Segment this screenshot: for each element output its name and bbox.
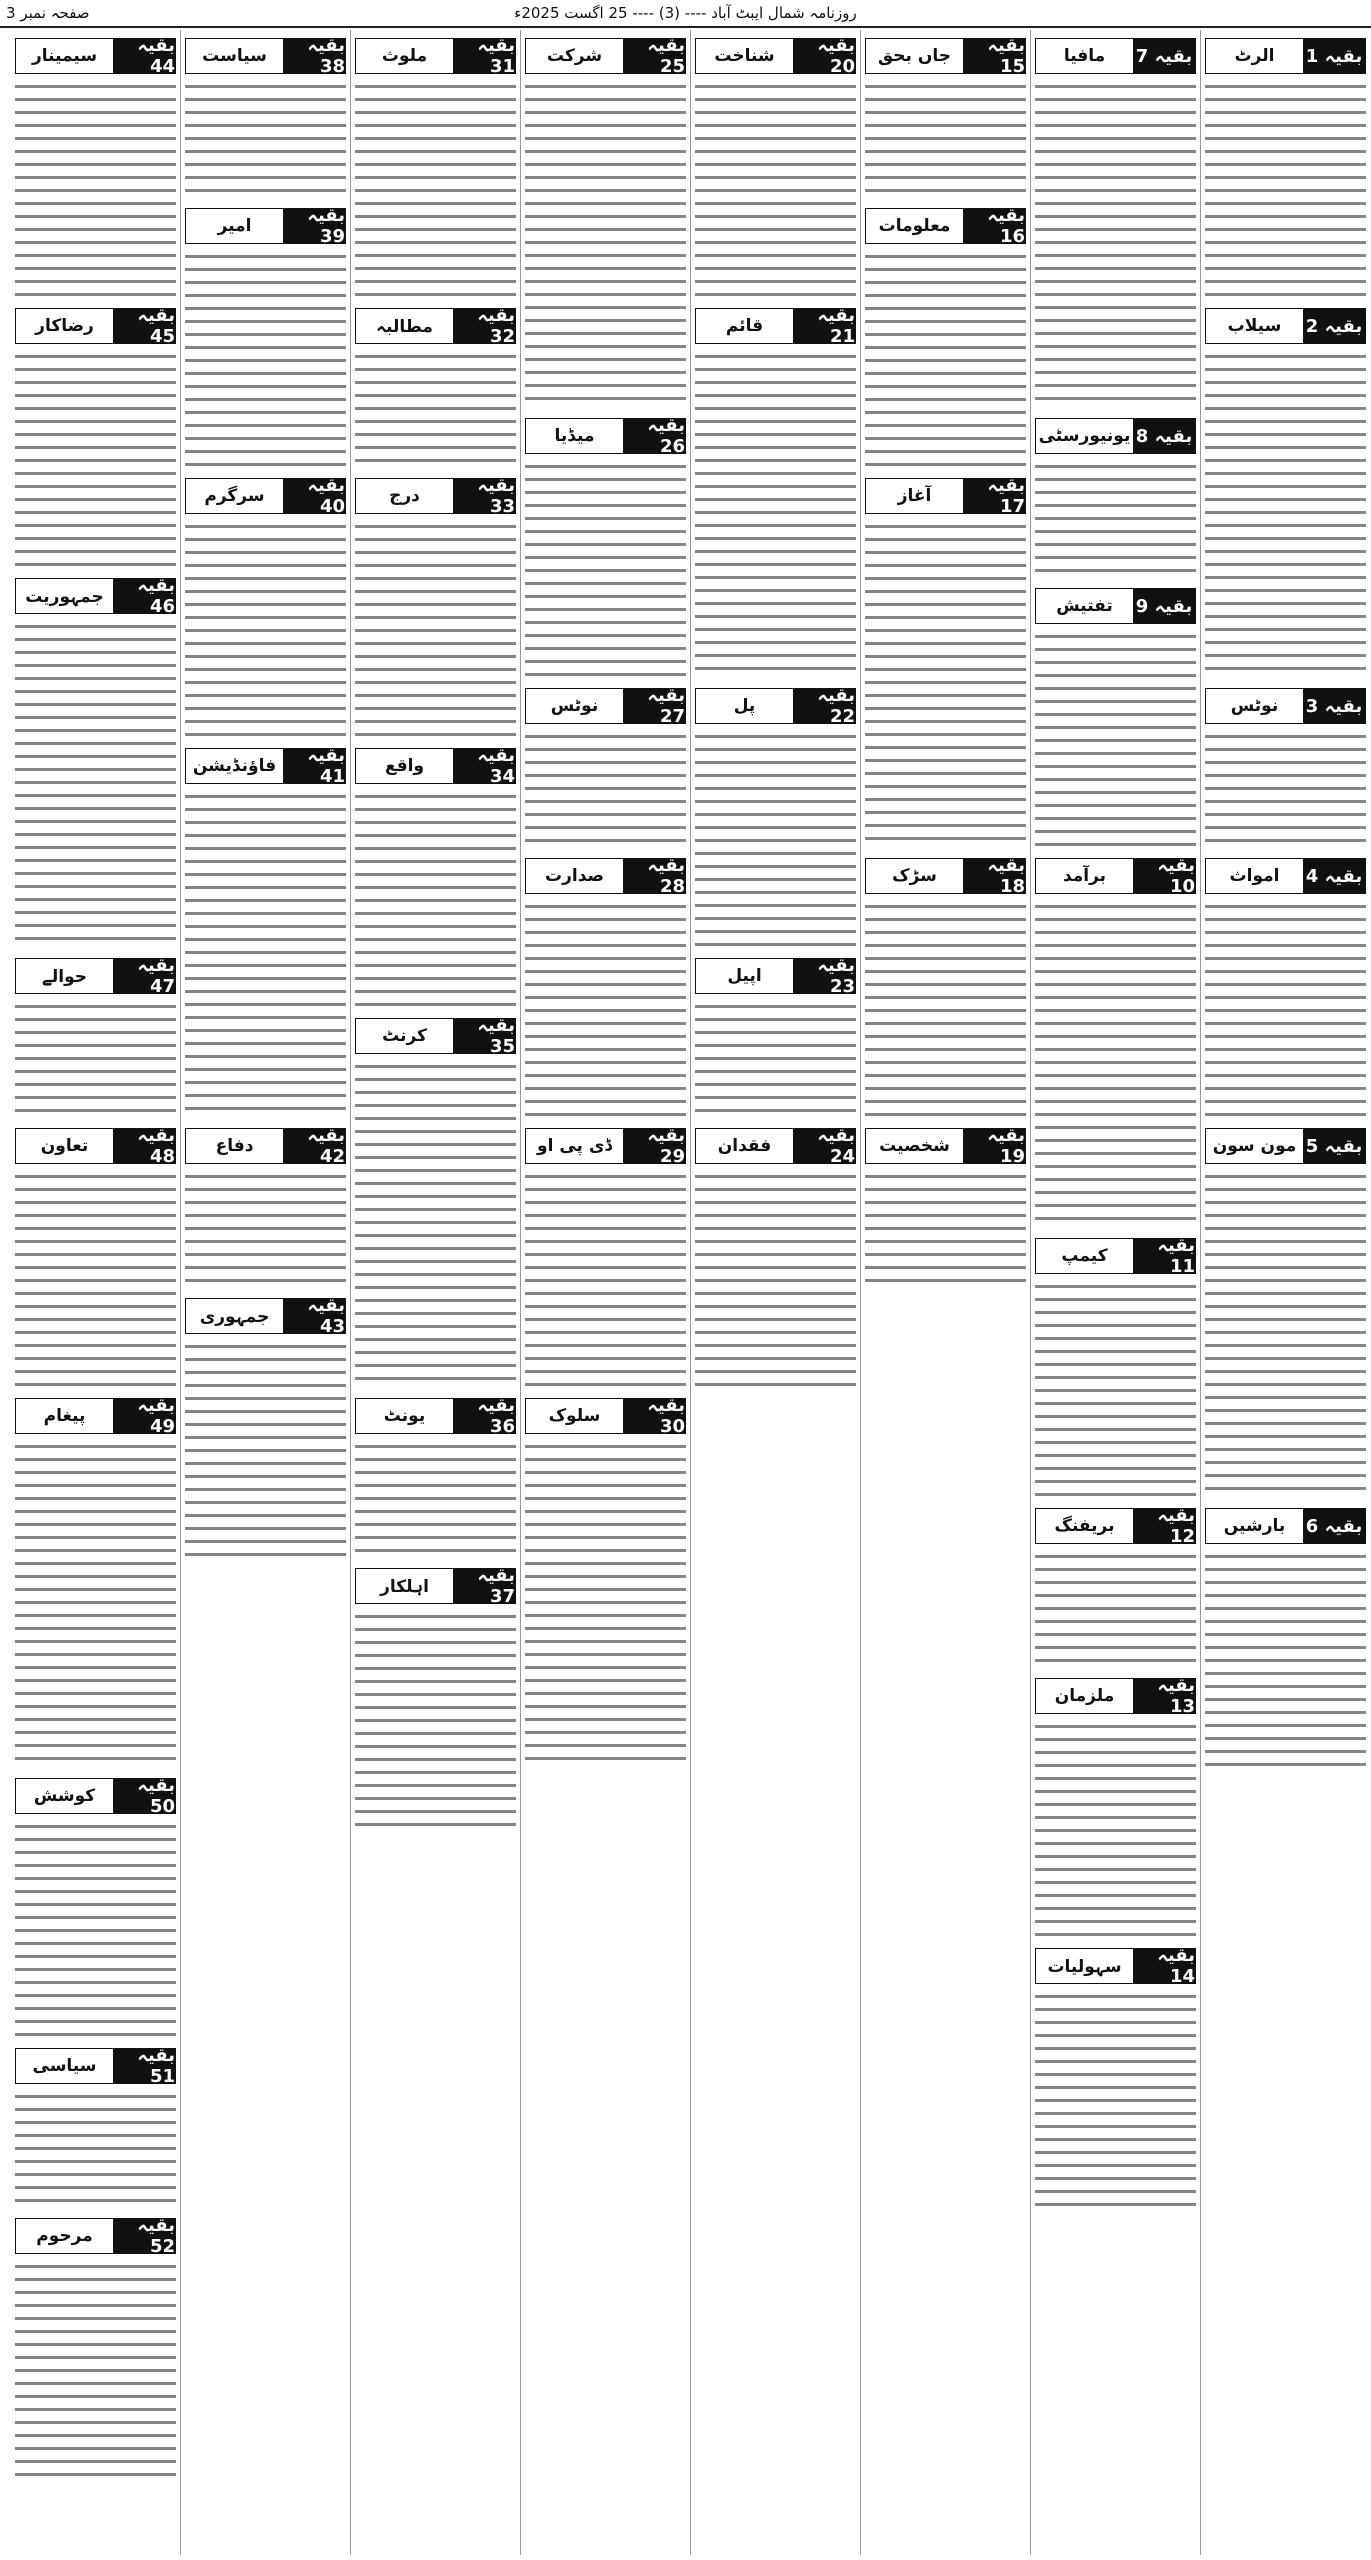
continuation-heading (1035, 855, 1196, 897)
continuation-heading (15, 35, 176, 77)
continuation-title: تعاون (16, 1129, 113, 1163)
continuation-title: مطالبہ (356, 309, 453, 343)
continuation-heading (1035, 418, 1196, 454)
article-text-block (15, 1440, 176, 1770)
article-text-block (525, 900, 686, 1120)
continuation-title: بریفنگ (1036, 1509, 1133, 1543)
article-text-block (695, 350, 856, 680)
column-5 (525, 30, 686, 2555)
article-text-block (1035, 1280, 1196, 1500)
continuation-heading (15, 955, 176, 997)
continuation-title: فقدان (696, 1129, 793, 1163)
continuation-heading (355, 1015, 516, 1057)
article-text-block (525, 80, 686, 410)
continuation-title: واقع (356, 749, 453, 783)
continuation-title: شخصیت (866, 1129, 963, 1163)
continuation-number: بقیہ 24 (793, 1129, 855, 1163)
continuation-heading (525, 685, 686, 727)
continuation-title: درج (356, 479, 453, 513)
article-text-block (15, 1000, 176, 1120)
article-text-block (355, 790, 516, 1010)
continuation-title: اپیل (696, 959, 793, 993)
continuation-title: سیاست (186, 39, 283, 73)
article-text-block (15, 2090, 176, 2210)
page-header (0, 0, 1371, 28)
continuation-title: رضاکار (16, 309, 113, 343)
continuation-number: بقیہ 34 (453, 749, 515, 783)
continuation-heading (695, 1125, 856, 1167)
continuation-heading (525, 1395, 686, 1437)
continuation-heading (185, 205, 346, 247)
continuation-number: بقیہ 43 (283, 1299, 345, 1333)
continuation-heading (1035, 1235, 1196, 1277)
masthead: روزنامہ شمال ایبٹ آباد ---- (3) ---- 25 اگست 2025ء (514, 4, 857, 22)
continuation-number: بقیہ 14 (1133, 1949, 1195, 1983)
continuation-number: بقیہ 48 (113, 1129, 175, 1163)
column-4 (695, 30, 856, 2555)
continuation-heading (1205, 858, 1366, 894)
column-divider (180, 30, 181, 2555)
continuation-number: بقیہ 39 (283, 209, 345, 243)
column-3 (865, 30, 1026, 2555)
article-text-block (185, 1170, 346, 1290)
continuation-heading (865, 35, 1026, 77)
article-text-block (15, 80, 176, 300)
article-text-block (1205, 900, 1366, 1120)
continuation-number: بقیہ 47 (113, 959, 175, 993)
continuation-heading (525, 35, 686, 77)
continuation-title: حوالے (16, 959, 113, 993)
article-text-block (1035, 460, 1196, 580)
continuation-number: بقیہ 30 (623, 1399, 685, 1433)
article-text-block (865, 80, 1026, 200)
continuation-heading (1205, 308, 1366, 344)
continuation-number: بقیہ 42 (283, 1129, 345, 1163)
column-divider (690, 30, 691, 2555)
continuation-heading (865, 475, 1026, 517)
article-text-block (185, 520, 346, 740)
continuation-title: فاؤنڈیشن (186, 749, 283, 783)
continuation-number: بقیہ 27 (623, 689, 685, 723)
continuation-title: دفاع (186, 1129, 283, 1163)
continuation-heading (1205, 688, 1366, 724)
continuation-heading (185, 745, 346, 787)
continuation-title: مرحوم (16, 2219, 113, 2253)
continuation-title: پل (696, 689, 793, 723)
article-text-block (525, 1170, 686, 1390)
column-8 (15, 30, 176, 2555)
article-text-block (695, 1000, 856, 1120)
article-text-block (525, 1440, 686, 1770)
article-text-block (695, 80, 856, 300)
article-text-block (355, 1440, 516, 1560)
article-text-block (525, 460, 686, 680)
continuation-number: بقیہ 33 (453, 479, 515, 513)
article-text-block (1205, 80, 1366, 300)
continuation-heading (525, 1125, 686, 1167)
continuation-title: مافیا (1036, 39, 1133, 73)
continuation-title: سہولیات (1036, 1949, 1133, 1983)
continuation-heading (15, 575, 176, 617)
column-6 (355, 30, 516, 2555)
continuation-heading (865, 205, 1026, 247)
article-text-block (1035, 900, 1196, 1230)
continuation-title: امیر (186, 209, 283, 243)
continuation-title: قائم (696, 309, 793, 343)
article-text-block (1205, 1550, 1366, 1770)
continuation-title: اہلکار (356, 1569, 453, 1603)
article-text-block (1205, 730, 1366, 850)
article-text-block (355, 1610, 516, 1830)
article-text-block (1035, 1550, 1196, 1670)
continuation-title: ملزمان (1036, 1679, 1133, 1713)
continuation-title: تفتیش (1036, 589, 1133, 623)
continuation-heading (865, 855, 1026, 897)
article-text-block (865, 520, 1026, 850)
continuation-number: بقیہ 36 (453, 1399, 515, 1433)
continuation-title: نوٹس (526, 689, 623, 723)
continuation-heading (185, 35, 346, 77)
continuation-number: بقیہ 51 (113, 2049, 175, 2083)
article-text-block (1035, 1990, 1196, 2210)
page-number: صفحہ نمبر 3 (6, 4, 90, 22)
continuation-title: ملوث (356, 39, 453, 73)
article-text-block (695, 1170, 856, 1390)
continuation-title: شناخت (696, 39, 793, 73)
continuation-number: بقیہ 25 (623, 39, 685, 73)
continuation-heading (355, 305, 516, 347)
continuation-number: بقیہ 12 (1133, 1509, 1195, 1543)
continuation-title: ڈی پی او (526, 1129, 623, 1163)
article-text-block (865, 1170, 1026, 1290)
continuation-title: یونیورسٹی (1036, 419, 1133, 453)
continuation-title: نوٹس (1206, 689, 1303, 723)
continuation-heading (1035, 1505, 1196, 1547)
continuation-title: سڑک (866, 859, 963, 893)
continuation-number: بقیہ 28 (623, 859, 685, 893)
continuation-heading (15, 1775, 176, 1817)
continuation-title: معلومات (866, 209, 963, 243)
continuation-heading (1205, 1508, 1366, 1544)
continuation-title: برآمد (1036, 859, 1133, 893)
continuation-heading (1035, 1945, 1196, 1987)
continuation-title: جاں بحق (866, 39, 963, 73)
column-7 (185, 30, 346, 2555)
continuation-number: بقیہ 41 (283, 749, 345, 783)
continuation-heading (525, 855, 686, 897)
continuation-title: الرٹ (1206, 39, 1303, 73)
article-text-block (865, 900, 1026, 1120)
continuation-number: بقیہ 17 (963, 479, 1025, 513)
article-text-block (1035, 630, 1196, 850)
article-text-block (1205, 350, 1366, 680)
continuation-number: بقیہ 32 (453, 309, 515, 343)
continuation-title: کیمپ (1036, 1239, 1133, 1273)
continuation-title: سیمینار (16, 39, 113, 73)
continuation-number: بقیہ 35 (453, 1019, 515, 1053)
continuation-heading (695, 685, 856, 727)
continuation-number: بقیہ 38 (283, 39, 345, 73)
article-text-block (1035, 1720, 1196, 1940)
continuation-heading (15, 305, 176, 347)
continuation-number: بقیہ 26 (623, 419, 685, 453)
article-text-block (185, 80, 346, 200)
continuation-heading (355, 1395, 516, 1437)
continuation-number: بقیہ 37 (453, 1569, 515, 1603)
continuation-number: بقیہ 44 (113, 39, 175, 73)
article-text-block (695, 730, 856, 950)
article-text-block (1035, 80, 1196, 410)
continuation-number: بقیہ 18 (963, 859, 1025, 893)
continuation-number: بقیہ 10 (1133, 859, 1195, 893)
continuation-title: یونٹ (356, 1399, 453, 1433)
continuation-title: سیاسی (16, 2049, 113, 2083)
continuation-heading (15, 1395, 176, 1437)
continuation-title: جمہوریت (16, 579, 113, 613)
continuation-title: مون سون (1206, 1129, 1303, 1163)
article-text-block (15, 1170, 176, 1390)
article-text-block (185, 790, 346, 1120)
continuation-heading (1205, 1128, 1366, 1164)
continuation-title: کوشش (16, 1779, 113, 1813)
continuation-number: بقیہ 52 (113, 2219, 175, 2253)
continuation-title: امواث (1206, 859, 1303, 893)
column-divider (1200, 30, 1201, 2555)
continuation-heading (695, 35, 856, 77)
article-text-block (355, 520, 516, 740)
article-text-block (865, 250, 1026, 470)
continuation-number: بقیہ 20 (793, 39, 855, 73)
continuation-heading (355, 35, 516, 77)
column-divider (350, 30, 351, 2555)
article-text-block (15, 620, 176, 950)
continuation-title: جمہوری (186, 1299, 283, 1333)
continuation-heading (1035, 588, 1196, 624)
continuation-heading (1035, 38, 1196, 74)
continuation-heading (695, 955, 856, 997)
article-text-block (355, 350, 516, 470)
continuation-title: صدارت (526, 859, 623, 893)
continuation-title: سیلاب (1206, 309, 1303, 343)
column-divider (520, 30, 521, 2555)
continuation-number: بقیہ 4 (1303, 859, 1365, 893)
article-text-block (15, 2260, 176, 2480)
column-1 (1205, 30, 1366, 2555)
continuation-heading (15, 2045, 176, 2087)
continuation-number: بقیہ 50 (113, 1779, 175, 1813)
continuation-number: بقیہ 11 (1133, 1239, 1195, 1273)
continuation-number: بقیہ 21 (793, 309, 855, 343)
continuation-title: بارشیں (1206, 1509, 1303, 1543)
continuation-heading (15, 1125, 176, 1167)
continuation-number: بقیہ 19 (963, 1129, 1025, 1163)
continuation-number: بقیہ 9 (1133, 589, 1195, 623)
continuation-title: میڈیا (526, 419, 623, 453)
continuation-number: بقیہ 16 (963, 209, 1025, 243)
continuation-number: بقیہ 3 (1303, 689, 1365, 723)
continuation-heading (525, 415, 686, 457)
continuation-heading (1205, 38, 1366, 74)
article-text-block (185, 250, 346, 470)
continuation-number: بقیہ 13 (1133, 1679, 1195, 1713)
continuation-title: کرنٹ (356, 1019, 453, 1053)
continuation-heading (355, 475, 516, 517)
column-divider (1030, 30, 1031, 2555)
column-divider (860, 30, 861, 2555)
continuation-heading (695, 305, 856, 347)
continuation-heading (1035, 1675, 1196, 1717)
continuation-number: بقیہ 8 (1133, 419, 1195, 453)
continuation-number: بقیہ 2 (1303, 309, 1365, 343)
continuation-heading (185, 475, 346, 517)
continuation-title: سرگرم (186, 479, 283, 513)
continuation-number: بقیہ 45 (113, 309, 175, 343)
article-text-block (185, 1340, 346, 1560)
continuation-number: بقیہ 49 (113, 1399, 175, 1433)
continuation-title: سلوک (526, 1399, 623, 1433)
continuation-title: آغاز (866, 479, 963, 513)
article-text-block (1205, 1170, 1366, 1500)
continuation-number: بقیہ 22 (793, 689, 855, 723)
continuation-heading (865, 1125, 1026, 1167)
continuation-number: بقیہ 7 (1133, 39, 1195, 73)
continuation-number: بقیہ 40 (283, 479, 345, 513)
column-2 (1035, 30, 1196, 2555)
continuation-number: بقیہ 5 (1303, 1129, 1365, 1163)
article-text-block (355, 80, 516, 300)
article-text-block (15, 1820, 176, 2040)
continuation-title: پیغام (16, 1399, 113, 1433)
continuation-heading (355, 1565, 516, 1607)
article-text-block (15, 350, 176, 570)
continuation-title: شرکت (526, 39, 623, 73)
continuation-number: بقیہ 31 (453, 39, 515, 73)
article-text-block (355, 1060, 516, 1390)
continuation-heading (185, 1125, 346, 1167)
continuation-number: بقیہ 6 (1303, 1509, 1365, 1543)
continuation-heading (355, 745, 516, 787)
continuation-heading (15, 2215, 176, 2257)
continuation-heading (185, 1295, 346, 1337)
continuation-number: بقیہ 29 (623, 1129, 685, 1163)
continuation-number: بقیہ 15 (963, 39, 1025, 73)
continuation-number: بقیہ 23 (793, 959, 855, 993)
article-text-block (525, 730, 686, 850)
continuation-number: بقیہ 1 (1303, 39, 1365, 73)
continuation-number: بقیہ 46 (113, 579, 175, 613)
